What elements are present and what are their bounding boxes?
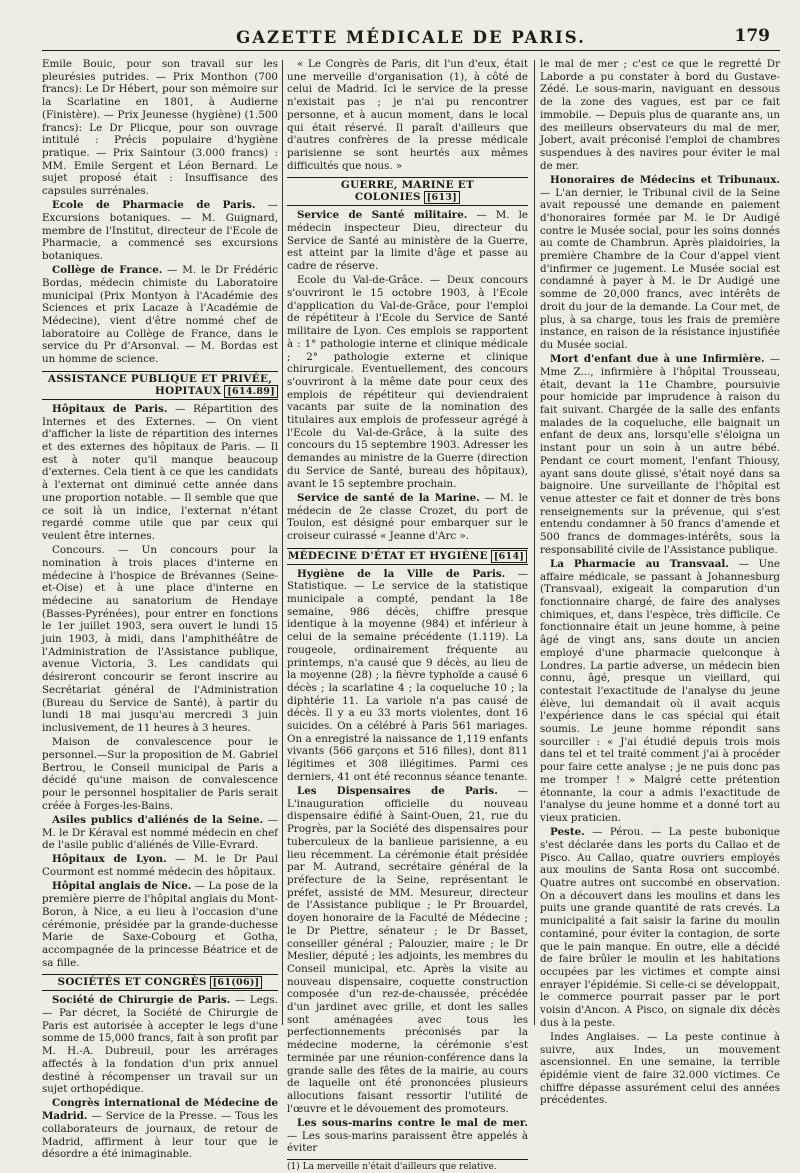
heading-marine: Service de santé de la Marine.: [297, 491, 480, 504]
footnote: (1) La merveille n'était d'ailleurs que relative.: [287, 1159, 528, 1173]
section-societes-title: SOCIÉTÉS ET CONGRÈS: [57, 976, 207, 989]
text-pharmacie: — Excursions botaniques. — M. Guignard, membre de l'Institut, directeur de l'Ecole de Pharmacie, a commencé ses excursions botaniques.: [42, 199, 278, 263]
paragraph-asiles: [42, 814, 278, 852]
column-2: [287, 58, 528, 1172]
paragraph-honoraires: [540, 174, 780, 352]
heading-mort: Mort d'enfant due à une Infirmière.: [550, 353, 765, 366]
section-guerre-title: GUERRE, MARINE ET COLONIES: [340, 179, 475, 204]
page-number: 179: [734, 26, 770, 46]
text-marine: — M. le médecin de 2e classe Crozet, du port de Toulon, est désigné pour embarquer sur le croiseur cuirassé « Jeanne d'Arc ».: [287, 491, 528, 542]
heading-pharmacie: Ecole de Pharmacie de Paris.: [52, 199, 256, 212]
text-peste: — Pérou. — La peste bubonique s'est déclarée dans les ports du Callao et de Pisco. Au Callao, quatre ouvriers employés aux moulins de Santa Rosa ont succombé. Quatre autres ont succombé en observation. On a découvert dans les moulins et dans les puits une grande quantité de rats crevés. La municipalité a fait saisir la farine du moulin contaminé, pour éviter la contagion, de sorte que le pain manque. En outre, elle a décidé de faire brûler le moulin et les habitations occupées par les victimes et compte ainsi enrayer l'épidémie. Si celle-ci se développait, le commerce pourrait passer par le port voisin d'Ancon. A Pisco, on signale dix décès dus à la peste.: [540, 826, 780, 1029]
text-mort: — Mme Z..., infirmière à l'hôpital Trousseau, était, devant la 11e Chambre, poursuivie pour homicide par imprudence à raison du fait suivant. Chargée de la salle des enfants malades de la coqueluche, elle baignait un enfant de deux ans, lorsqu'elle s'éloigna un instant pour un soin à un autre bébé. Pendant ce court moment, l'enfant Thiousy, ayant sans doute glissé, s'était noyé dans sa baignoire. Une surveillante de l'hôpital est venue attester ce fait et donner de très bons renseignements sur la prévenue, qui s'est entendu condamner à 50 francs d'amende et 500 francs de dommages-intérêts, sous la responsabilité civile de l'Assistance publique.: [540, 353, 781, 556]
column-1: [42, 58, 279, 1161]
section-societes: [42, 974, 278, 991]
text-asiles: — M. le Dr Kéraval est nommé médecin en chef de l'asile public d'aliénés de Ville-Evrard.: [42, 813, 278, 852]
paragraph-hygiene: [287, 568, 528, 784]
paragraph-peste: [540, 826, 780, 1029]
heading-sante: Service de Santé militaire.: [297, 209, 468, 222]
page-header: [42, 26, 780, 51]
text-nice: — La pose de la première pierre de l'hôpital anglais du Mont-Boron, à Nice, a eu lieu à l'occasion d'une cérémonie, présidée par la grande-duchesse Marie de Saxe-Cobourg et Gotha, accompagnée de la princesse Béatrice et de sa fille.: [42, 880, 279, 969]
column-rule-2: [534, 60, 535, 1025]
text-hopitaux: — Répartition des Internes et des Externes. — On vient d'afficher la liste de répartition des internes et des externes des hôpitaux de Paris. — Il est à noter qu'il manque beaucoup d'externes. Cela tient à ce que les candidats à l'externat ont diminué cette année dans une proportion notable. — Il semble que que ce soit là un indice, l'externat n'étant regardé comme utile que par ceux qui veulent être internes.: [42, 402, 278, 542]
section-societes-code: [61(06)]: [210, 976, 263, 989]
section-assistance-sub: HOPITAUX: [154, 384, 222, 397]
paragraph-quote: « Le Congrès de Paris, dit l'un d'eux, était une merveille d'organisation (1), à côté de celui de Madrid. Ici le service de la presse n'existait pas ; je n'ai pu rencontrer personne, et à aucun moment, dans le local qui était réservé. Il paraît d'ailleurs que d'autres confrères de la presse médicale parisienne se sont heurtés aux mêmes difficultés que nous. »: [287, 58, 528, 172]
text-sante: — M. le médecin inspecteur Dieu, directeur du Service de Santé au ministère de la Guerre, est atteint par la limite d'âge et passe au cadre de réserve.: [287, 209, 528, 273]
section-medecine-code: [614]: [491, 550, 527, 563]
heading-chirurgie: Société de Chirurgie de Paris.: [52, 994, 231, 1007]
column-rule-1: [282, 60, 283, 1025]
paragraph-prizes: Emile Bouic, pour son travail sur les pleurésies putrides. — Prix Monthon (700 francs): Le Dr Hébert, pour son mémoire sur la Scarlatine en 1801, à Audierne (Finistère). — Prix Jeunesse (hygiène) (1.500 francs): Le Dr Plicque, pour son ouvrage intitulé : Précis populaire d'hygiène pratique. — Prix Saintour (3.000 francs) : MM. Emile Sergent et Léon Bernard. Le sujet proposé était : Insuffisance des capsules surrénales.: [42, 58, 278, 198]
paragraph-college: [42, 264, 278, 366]
paragraph-hopitaux: [42, 403, 278, 543]
paragraph-pharmacie: [42, 199, 278, 263]
text-college: — M. le Dr Frédéric Bordas, médecin chimiste du Laboratoire municipal (Prix Montyon à l'Académie des Sciences et prix Lacaze à l'Académie de Médecine), vient d'être nommé chef de laboratoire au Collège de France, dans le service du Pr d'Arsonval. — M. Bordas est un homme de science.: [42, 264, 278, 366]
heading-dispensaires: Les Dispensaires de Paris.: [297, 785, 498, 798]
section-guerre-code: [613]: [424, 191, 460, 204]
section-guerre: [287, 177, 528, 206]
text-honoraires: — L'an dernier, le Tribunal civil de la Seine avait repoussé une demande en paiement d'honoraires formée par M. le Dr Audigé contre le Musée social, pour les soins donnés au comte de Chambrun. Après plaidoiries, la première Chambre de la Cour d'appel vient d'infirmer ce jugement. Le Musée social est condamné à payer à M. le Dr Audigé une somme de 20,000 francs, avec intérêts de droit du jour de la demande. La Cour met, de plus, à sa charge, tous les frais de première instance, en raison de la résistance injustifiée du Musée social.: [540, 186, 780, 351]
column-3: [540, 58, 781, 1107]
section-medecine-title: MÉDECINE D'ÉTAT ET HYGIÈNE: [287, 549, 488, 562]
paragraph-congres: [42, 1097, 278, 1161]
paragraph-chirurgie: [42, 994, 278, 1096]
heading-transvaal: La Pharmacie au Transvaal.: [550, 557, 729, 570]
paragraph-nice: [42, 880, 278, 969]
paragraph-transvaal: [540, 558, 780, 825]
heading-peste: Peste.: [550, 826, 585, 839]
text-dispensaires: — L'inauguration officielle du nouveau dispensaire édifié à Saint-Ouen, 21, rue du Progrès, par la Société des dispensaires pour tuberculeux de la banlieue parisienne, a eu lieu récemment. La cérémonie était présidée par M. Autrand, secrétaire général de la préfecture de la Seine, représentant le préfet, assisté de MM. Mesureur, directeur de l'Assistance publique ; le Pr Brouardel, doyen honoraire de la Faculté de Médecine ; le Dr Piettre, sénateur ; le Dr Basset, conseiller général ; Palouzier, maire ; le Dr Meslier, député ; les adjoints, les membres du Conseil municipal, etc. Après la visite au nouveau dispensaire, coquette construction composée d'un rez-de-chaussée, précédée d'un jardinet avec grille, et dont les salles sont aménagées avec tous les perfectionnements préconisés par la médecine moderne, la cérémonie s'est terminée par une réunion-conférence dans la grande salle des fêtes de la mairie, au cours de laquelle ont été prononcées plusieurs allocutions faisant ressortir l'utilité de l'œuvre et le dévouement des promoteurs.: [287, 785, 528, 1115]
paragraph-mort: [540, 353, 780, 556]
paragraph-concours: Concours. — Un concours pour la nomination à trois places d'interne en médecine à l'hospice de Brévannes (Seine-et-Oise) et à une place d'interne en médecine au sanatorium de Hendaye (Basses-Pyrénées), pour entrer en fonctions le 1er juillet 1903, sera ouvert le lundi 15 juin 1903, à midi, dans l'amphithéâtre de l'Administration de l'Assistance publique, avenue Victoria, 3. Les candidats qui désireront concourir se feront inscrire au Secrétariat général de l'Administration (Bureau du Service de Santé), à partir du lundi 18 mai jusqu'au mercredi 3 juin inclusivement, de 11 heures à 3 heures.: [42, 544, 278, 734]
section-assistance: [42, 371, 278, 400]
heading-hygiene: Hygiène de la Ville de Paris.: [297, 567, 506, 580]
paragraph-marine: [287, 492, 528, 543]
paragraph-valdegrace: Ecole du Val-de-Grâce. — Deux concours s'ouvriront le 15 octobre 1903, à l'Ecole d'application du Val-de-Grâce, pour l'emploi de répétiteur à l'Ecole du Service de Santé militaire de Lyon. Ces emplois se rapportent à : 1° pathologie interne et clinique médicale ; 2° pathologie externe et clinique chirurgicale. Eventuellement, des concours s'ouvriront à la même date pour ceux des emplois de répétiteur qui deviendraient vacants par suite de la nomination des titulaires aux emplois de professeur agrégé à l'Ecole du Val-de-Grâce, à la suite des concours du 15 septembre 1903. Adresser les demandes au ministre de la Guerre (direction du Service de Santé, bureau des hôpitaux), avant le 15 septembre prochain.: [287, 274, 528, 490]
section-assistance-title: ASSISTANCE PUBLIQUE ET PRIVÉE,: [47, 372, 273, 385]
text-lyon: — M. le Dr Paul Courmont est nommé médecin des hôpitaux.: [42, 853, 278, 879]
text-congres: — Service de la Presse. — Tous les collaborateurs de journaux, de retour de Madrid, affirment à leur tour que le désordre a été inimaginable.: [42, 1110, 278, 1161]
paragraph-lyon: [42, 853, 278, 878]
heading-nice: Hôpital anglais de Nice.: [52, 880, 192, 893]
heading-hopitaux: Hôpitaux de Paris.: [52, 402, 168, 415]
paragraph-dispensaires: [287, 785, 528, 1115]
paragraph-merde: le mal de mer ; c'est ce que le regretté Dr Laborde a pu constater à bord du Gustave-Zédé. Le sous-marin, naviguant en dessous de la zone des vagues, est par ce fait immobile. — Depuis plus de quarante ans, un des meilleurs observateurs du mal de mer, Jobert, avait préconisé l'emploi de chambres suspendues à des navires pour éviter le mal de mer.: [540, 58, 780, 172]
heading-sousmarins: Les sous-marins contre le mal de mer.: [297, 1116, 528, 1129]
heading-congres: Congrès international de Médecine de Madrid.: [42, 1097, 278, 1123]
heading-asiles: Asiles publics d'aliénés de la Seine.: [52, 813, 264, 826]
paragraph-sousmarins: [287, 1117, 528, 1155]
heading-honoraires: Honoraires de Médecins et Tribunaux.: [550, 173, 780, 186]
section-assistance-code: [614.89]: [224, 385, 278, 398]
heading-lyon: Hôpitaux de Lyon.: [52, 853, 167, 866]
text-chirurgie: — Legs. — Par décret, la Société de Chirurgie de Paris est autorisée à accepter le legs d'une somme de 15,000 francs, fait à son profit par M. H.-A. Dubreuil, pour les arrérages affectés à la fondation d'un prix annuel destiné à récompenser un travail sur un sujet orthopédique.: [42, 994, 278, 1096]
text-transvaal: — Une affaire médicale, se passant à Johannesburg (Transvaal), exigeait la comparution d'un fonctionnaire chargé, de faire des analyses chimiques, et, dans l'espèce, très difficile. Ce fonctionnaire était un jeune homme, à peine âgé de vingt ans, sans doute un ancien employé d'une pharmacie quelconque à Londres. La partie adverse, un médecin bien connu, âgé, presque un vieillard, qui contestait l'exactitude de l'analyse du jeune élève, lui demandait où il avait acquis l'expérience dans le cas spécial qui était soumis. Le jeune homme répondit sans sourciller : « J'ai étudié depuis trois mois dans tel et tel traité comment j'ai à procéder pour faire cette analyse ; je ne puis donc pas me tromper ! » Malgré cette prétention étonnante, la cour a admis l'exactitude de l'analyse du jeune homme et a donné tort au vieux praticien.: [540, 557, 780, 824]
heading-college: Collège de France.: [52, 264, 163, 277]
text-hygiene: — Statistique. — Le service de la statistique municipale a compté, pendant la 18e semaine, 986 décès, chiffre presque identique à la moyenne (984) et inférieur à celui de la semaine précédente (1.119). La rougeole, ordinairement fréquente au printemps, n'a causé que 9 décès, au lieu de la moyenne (28) ; la fièvre typhoïde a causé 6 décès ; la scarlatine 4 ; la coqueluche 10 ; la diphtérie 11. La variole n'a pas causé de décès. Il y a eu 33 morts violentes, dont 16 suicides. On a célébré à Paris 561 mariages. On a enregistré la naissance de 1,119 enfants vivants (566 garçons et 516 filles), dont 811 légitimes et 308 illégitimes. Parmi ces derniers, 41 ont été reconnus séance tenante.: [287, 567, 528, 783]
paragraph-maison: Maison de convalescence pour le personnel.—Sur la proposition de M. Gabriel Bertrou, le Conseil municipal de Paris a décidé qu'une maison de convalescence pour le personnel hospitalier de Paris serait créée à Forges-les-Bains.: [42, 736, 278, 812]
journal-title: GAZETTE MÉDICALE DE PARIS.: [236, 28, 586, 47]
text-sousmarins: — Les sous-marins paraissent être appelés à éviter: [287, 1129, 528, 1155]
paragraph-sante: [287, 209, 528, 273]
paragraph-indes: Indes Anglaises. — La peste continue à suivre, aux Indes, un mouvement ascensionnel. En une semaine, la terrible épidémie vient de faire 32.000 victimes. Ce chiffre dépasse assurément celui des années précédentes.: [540, 1030, 780, 1107]
section-medecine: [287, 548, 528, 565]
